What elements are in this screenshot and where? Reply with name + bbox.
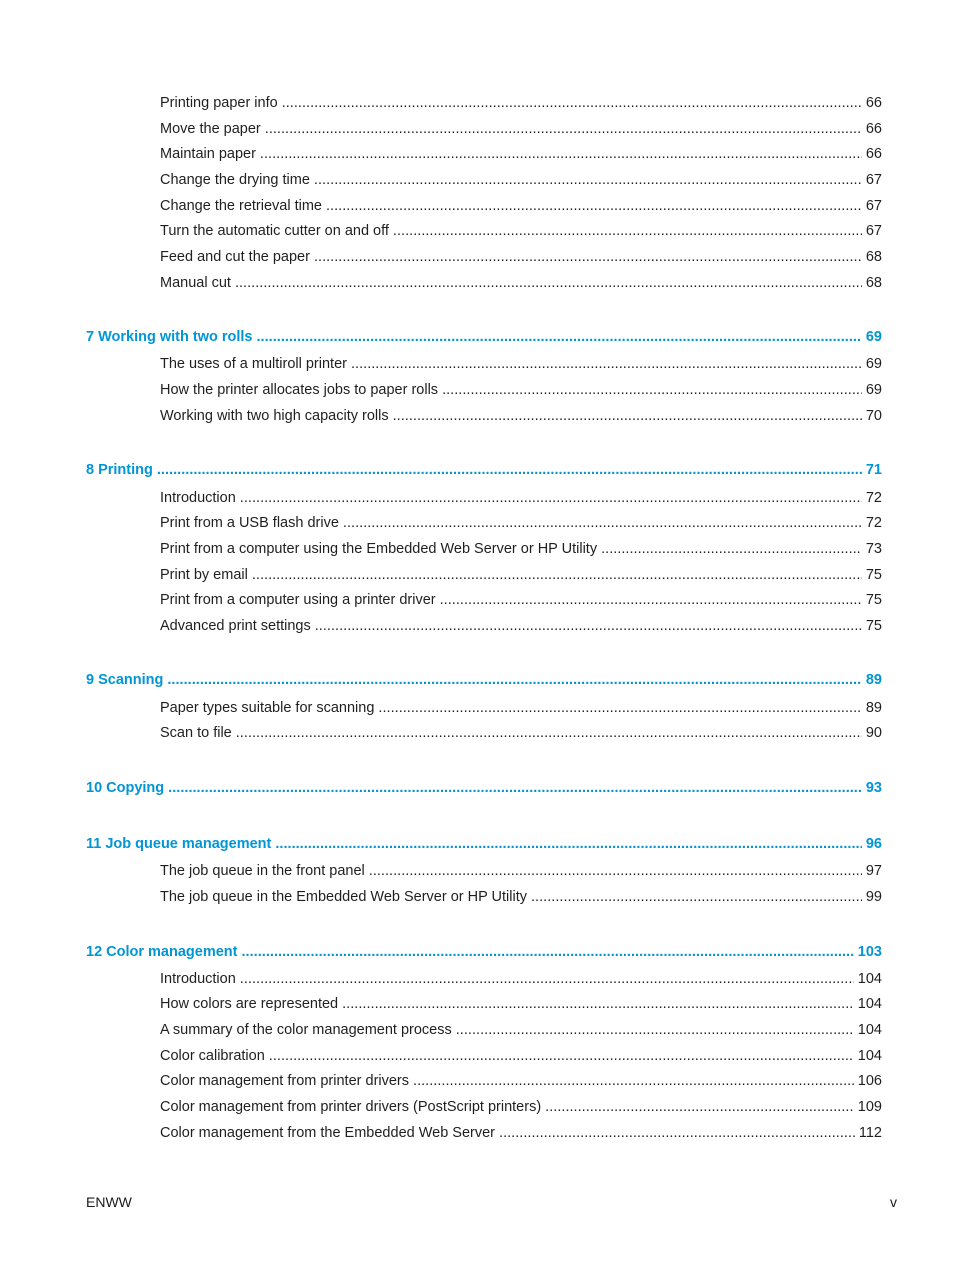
toc-chapter-page: 96	[865, 836, 882, 852]
toc-entry-page: 89	[865, 700, 882, 716]
toc-entry-page: 72	[865, 515, 882, 531]
toc-chapter-entry[interactable]	[86, 944, 882, 966]
toc-entry[interactable]	[160, 249, 882, 271]
toc-entry[interactable]	[160, 515, 882, 537]
toc-entry-title: Print by email	[160, 567, 248, 583]
leader-dots	[393, 408, 862, 424]
toc-entry-title: A summary of the color management process	[160, 1022, 452, 1038]
toc-entry-page: 104	[857, 971, 882, 987]
leader-dots	[275, 836, 862, 852]
toc-entry-page: 112	[858, 1125, 882, 1141]
toc-entry-page: 68	[865, 275, 882, 291]
toc-chapter-page: 93	[865, 780, 882, 796]
toc-entry[interactable]	[160, 618, 882, 640]
footer-page-number: v	[890, 1194, 897, 1210]
toc-entry-title: Change the retrieval time	[160, 198, 322, 214]
toc-chapter-page: 103	[857, 944, 882, 960]
toc-chapter-entry[interactable]	[86, 836, 882, 858]
toc-entry-page: 66	[865, 95, 882, 111]
toc-entry-title: Print from a USB flash drive	[160, 515, 339, 531]
toc-entry-page: 97	[865, 863, 882, 879]
toc-entry-page: 66	[865, 146, 882, 162]
toc-entry-title: The uses of a multiroll printer	[160, 356, 347, 372]
toc-entry-title: Print from a computer using the Embedded Web Server or HP Utility	[160, 541, 598, 557]
leader-dots	[157, 462, 862, 478]
toc-entry-title: Move the paper	[160, 121, 261, 137]
leader-dots	[269, 1048, 854, 1064]
toc-entry-title: Maintain paper	[160, 146, 256, 162]
toc-entry-page: 67	[865, 172, 882, 188]
toc-entry-page: 109	[857, 1099, 882, 1115]
toc-entry-title: Paper types suitable for scanning	[160, 700, 375, 716]
toc-entry[interactable]	[160, 356, 882, 378]
toc-entry-title: Color management from the Embedded Web Server	[160, 1125, 496, 1141]
leader-dots	[531, 889, 862, 905]
toc-entry-title: How colors are represented	[160, 996, 339, 1012]
toc-entry-title: Introduction	[160, 490, 236, 506]
toc-entry-title: Feed and cut the paper	[160, 249, 310, 265]
toc-entry-page: 73	[865, 541, 882, 557]
toc-chapter-title: 9 Scanning	[86, 672, 164, 688]
leader-dots	[351, 356, 862, 372]
leader-dots	[545, 1099, 854, 1115]
toc-entry-page: 106	[857, 1073, 882, 1089]
toc-entry[interactable]	[160, 700, 882, 722]
leader-dots	[314, 172, 862, 188]
leader-dots	[378, 700, 861, 716]
leader-dots	[342, 996, 854, 1012]
toc-entry-page: 104	[857, 1022, 882, 1038]
leader-dots	[252, 567, 862, 583]
leader-dots	[601, 541, 862, 557]
toc-entry-page: 67	[865, 223, 882, 239]
footer-doc-code: ENWW	[86, 1194, 132, 1210]
toc-entry-page: 67	[865, 198, 882, 214]
leader-dots	[265, 121, 862, 137]
leader-dots	[326, 198, 862, 214]
toc-entry[interactable]	[160, 889, 882, 911]
leader-dots	[315, 618, 862, 634]
toc-entry-page: 72	[865, 490, 882, 506]
toc-entry[interactable]	[160, 121, 882, 143]
toc-chapter-title: 10 Copying	[86, 780, 165, 796]
toc-entry[interactable]	[160, 1099, 882, 1121]
toc-entry-page: 104	[857, 1048, 882, 1064]
toc-entry[interactable]	[160, 490, 882, 512]
toc-chapter-entry[interactable]	[86, 462, 882, 484]
leader-dots	[282, 95, 862, 111]
toc-entry[interactable]	[160, 725, 882, 747]
toc-entry[interactable]	[160, 275, 882, 297]
toc-entry-page: 104	[857, 996, 882, 1012]
toc-entry[interactable]	[160, 1048, 882, 1070]
leader-dots	[168, 780, 862, 796]
leader-dots	[260, 146, 862, 162]
toc-entry-title: Change the drying time	[160, 172, 310, 188]
toc-entry-title: How the printer allocates jobs to paper rolls	[160, 382, 439, 398]
toc-entry-title: Color calibration	[160, 1048, 265, 1064]
toc-entry-title: Advanced print settings	[160, 618, 311, 634]
toc-chapter-title: 11 Job queue management	[86, 836, 272, 852]
toc-entry[interactable]	[160, 95, 882, 117]
leader-dots	[343, 515, 862, 531]
leader-dots	[456, 1022, 854, 1038]
toc-entry-title: Print from a computer using a printer driver	[160, 592, 436, 608]
toc-entry-page: 70	[865, 408, 882, 424]
leader-dots	[314, 249, 862, 265]
toc-chapter-entry[interactable]	[86, 780, 882, 802]
toc-entry-page: 66	[865, 121, 882, 137]
toc-entry[interactable]	[160, 172, 882, 194]
toc-entry-page: 69	[865, 382, 882, 398]
toc-entry-page: 68	[865, 249, 882, 265]
toc-entry[interactable]	[160, 1073, 882, 1095]
toc-entry[interactable]	[160, 996, 882, 1018]
leader-dots	[369, 863, 862, 879]
toc-entry-page: 69	[865, 356, 882, 372]
toc-entry[interactable]	[160, 863, 882, 885]
toc-entry[interactable]	[160, 223, 882, 245]
toc-entry-title: Working with two high capacity rolls	[160, 408, 389, 424]
leader-dots	[167, 672, 862, 688]
toc-chapter-entry[interactable]	[86, 329, 882, 351]
toc-chapter-title: 8 Printing	[86, 462, 153, 478]
toc-chapter-page: 89	[865, 672, 882, 688]
leader-dots	[235, 275, 862, 291]
toc-chapter-title: 12 Color management	[86, 944, 238, 960]
leader-dots	[499, 1125, 855, 1141]
toc-entry[interactable]	[160, 971, 882, 993]
toc-entry[interactable]	[160, 1125, 882, 1147]
toc-entry[interactable]	[160, 1022, 882, 1044]
toc-chapter-page: 71	[865, 462, 882, 478]
toc-chapter-entry[interactable]	[86, 672, 882, 694]
toc-entry-title: The job queue in the Embedded Web Server or HP Utility	[160, 889, 527, 905]
leader-dots	[257, 329, 862, 345]
leader-dots	[393, 223, 862, 239]
toc-entry[interactable]	[160, 382, 882, 404]
toc-entry-page: 99	[865, 889, 882, 905]
toc-entry-page: 75	[865, 592, 882, 608]
leader-dots	[413, 1073, 854, 1089]
toc-entry-page: 90	[865, 725, 882, 741]
toc-entry-title: Printing paper info	[160, 95, 278, 111]
toc-entry-title: Introduction	[160, 971, 236, 987]
toc-entry-title: Manual cut	[160, 275, 231, 291]
toc-entry-title: Color management from printer drivers	[160, 1073, 410, 1089]
toc-entry-page: 75	[865, 567, 882, 583]
toc-entry[interactable]	[160, 408, 882, 430]
toc-entry[interactable]	[160, 592, 882, 614]
toc-entry[interactable]	[160, 198, 882, 220]
leader-dots	[442, 382, 862, 398]
toc-entry[interactable]	[160, 146, 882, 168]
toc-chapter-page: 69	[865, 329, 882, 345]
toc-entry-title: Color management from printer drivers (PostScript printers)	[160, 1099, 542, 1115]
toc-entry[interactable]	[160, 567, 882, 589]
leader-dots	[240, 971, 854, 987]
leader-dots	[236, 725, 862, 741]
leader-dots	[240, 490, 862, 506]
leader-dots	[440, 592, 862, 608]
toc-entry-title: Scan to file	[160, 725, 232, 741]
toc-entry-title: Turn the automatic cutter on and off	[160, 223, 389, 239]
toc-entry-page: 75	[865, 618, 882, 634]
toc-entry-title: The job queue in the front panel	[160, 863, 365, 879]
leader-dots	[242, 944, 854, 960]
toc-entry[interactable]	[160, 541, 882, 563]
toc-chapter-title: 7 Working with two rolls	[86, 329, 253, 345]
